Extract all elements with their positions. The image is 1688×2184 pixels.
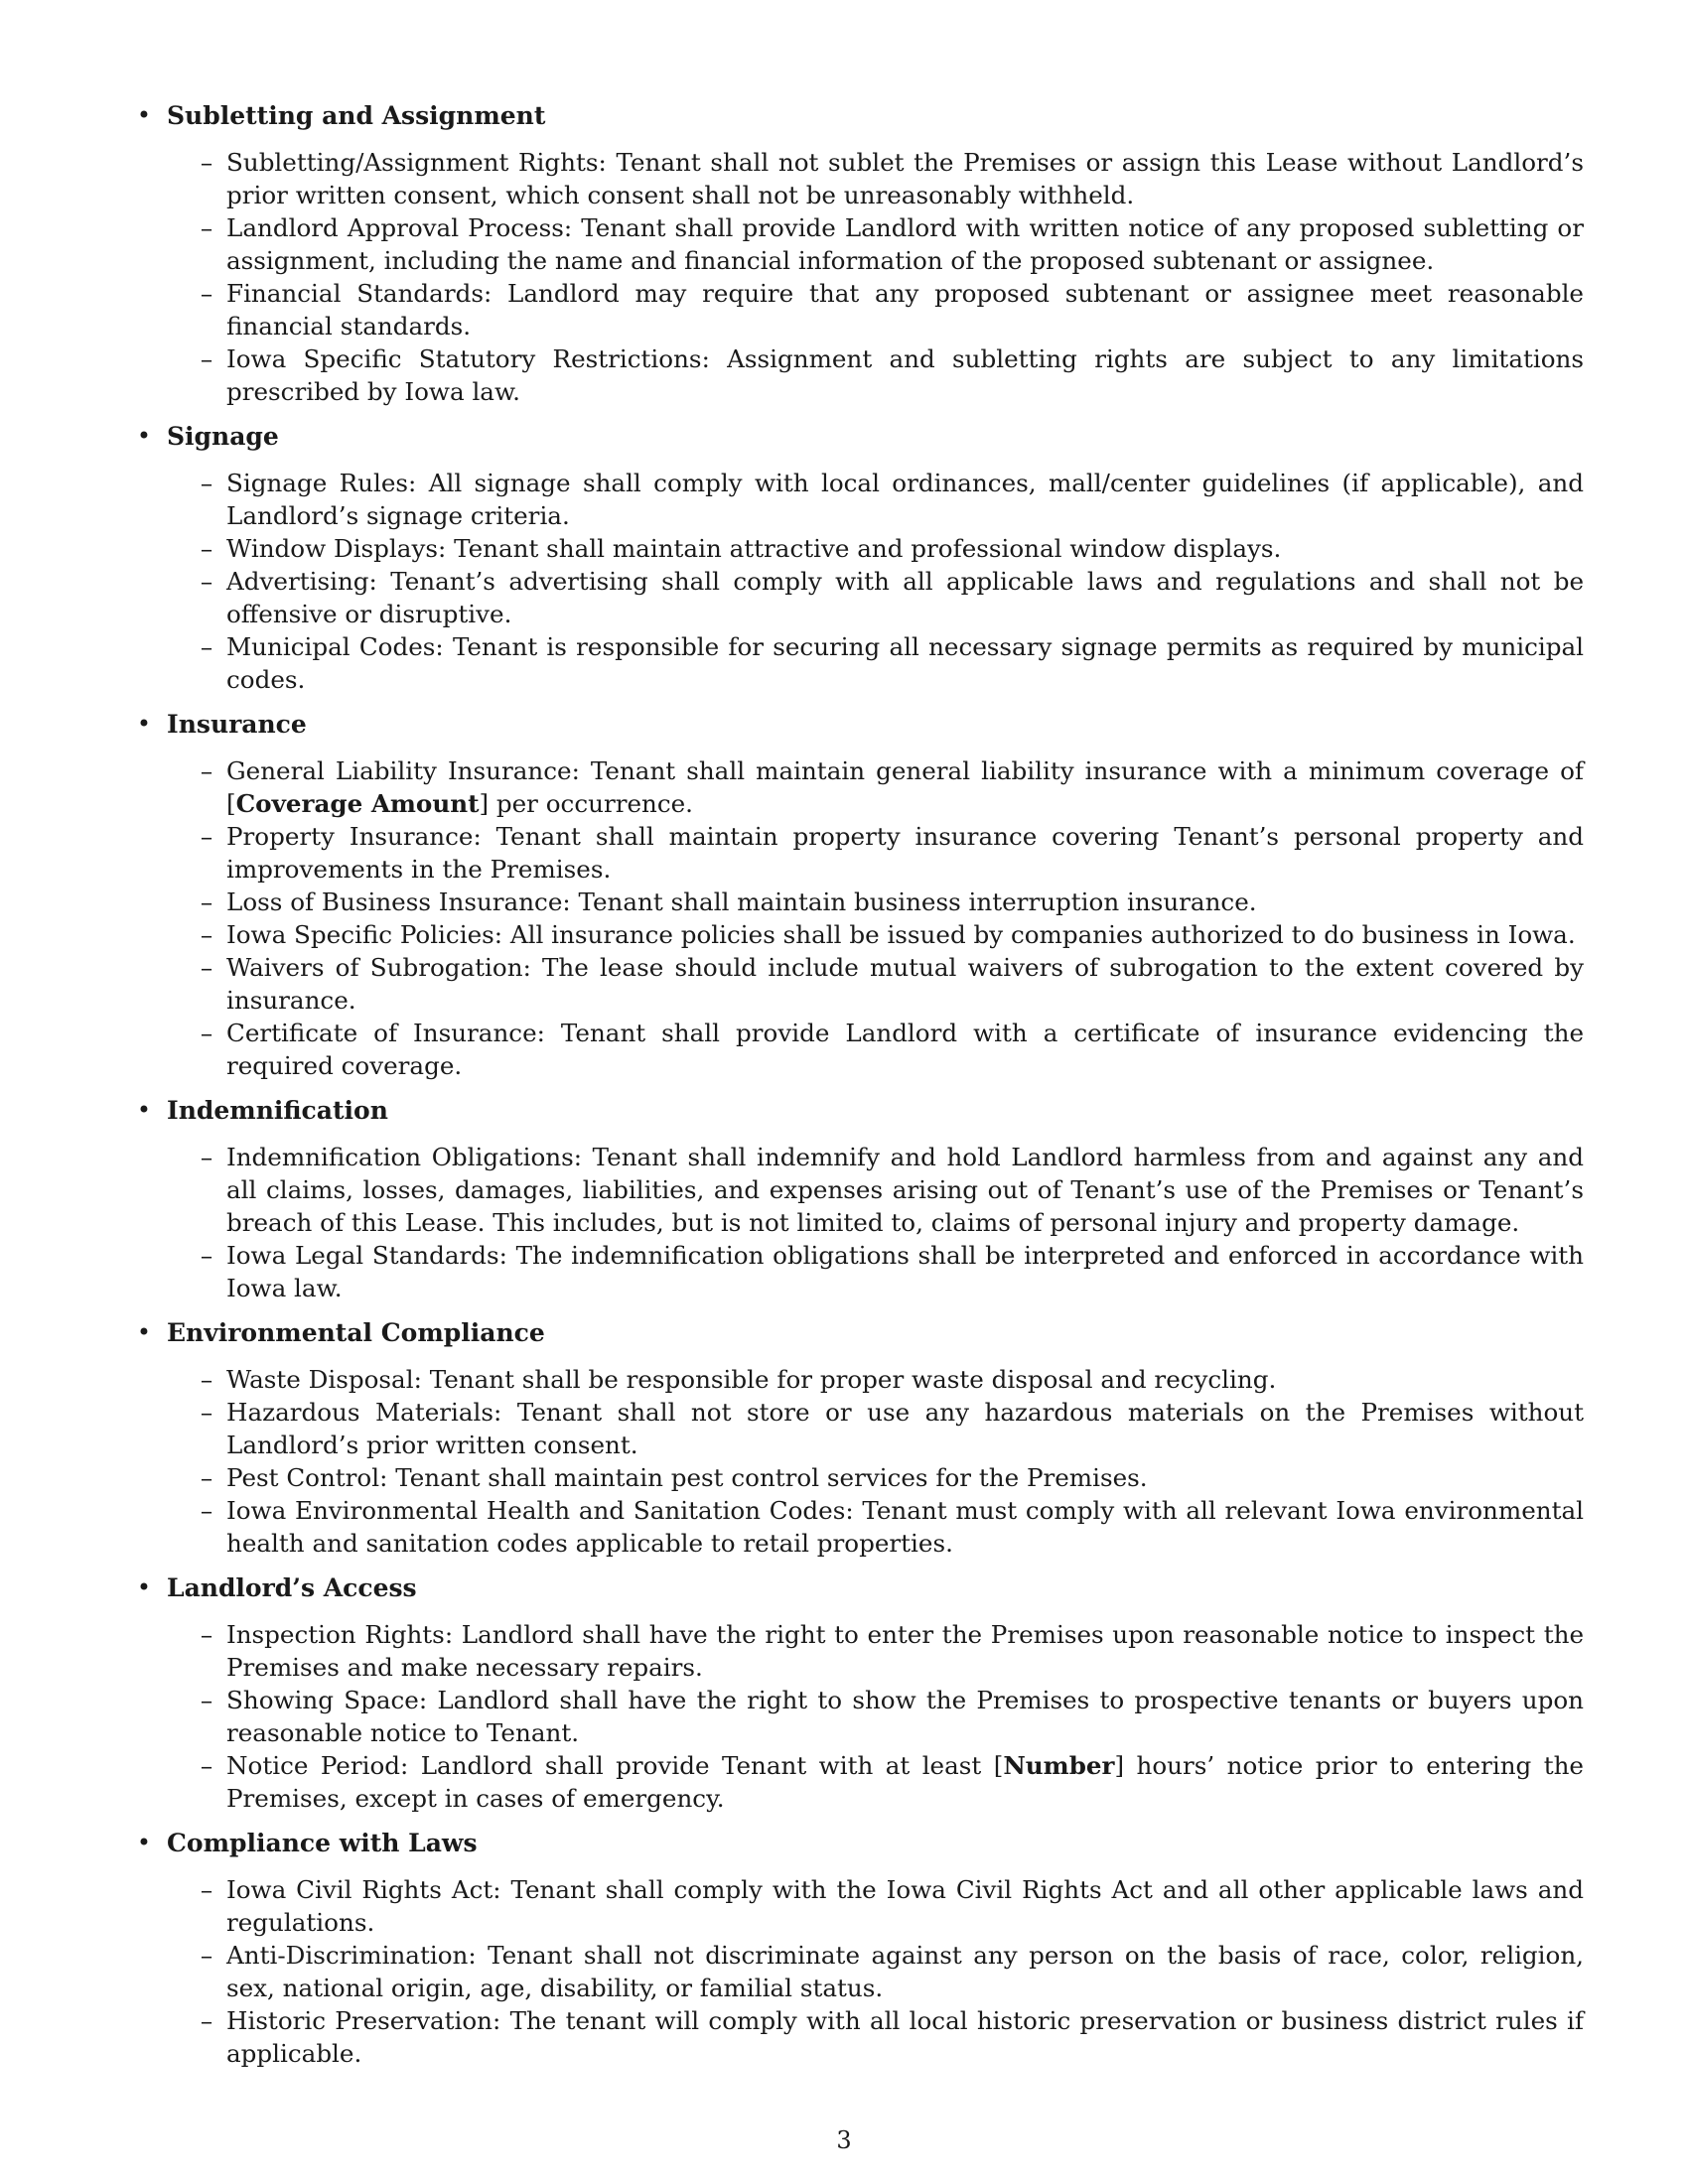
list-item: [200, 820, 1584, 886]
dash-icon: –: [200, 822, 213, 851]
item-label: Signage Rules :: [226, 469, 429, 497]
item-list: [0, 754, 1688, 1082]
dash-icon: –: [200, 1143, 213, 1171]
item-label: Landlord Approval Process :: [226, 213, 581, 242]
bullet-icon: •: [136, 101, 152, 129]
dash-icon: –: [200, 1751, 213, 1780]
item-label: Subletting/Assignment Rights :: [226, 148, 616, 177]
item-text-after: ] per occurrence.: [479, 789, 694, 818]
list-item: [200, 1363, 1584, 1396]
item-text: Tenant shall indemnify and hold Landlord harmless from and against any and all claims, losses, damages, liabilities, and expenses arising out of Tenant’s use of the Premises or Tenant’s breach of this Lease. This includes, but is not limited to, claims of personal injury and property damage.: [226, 1143, 1585, 1237]
dash-icon: –: [200, 953, 213, 982]
section-compliance-with-laws: [0, 1827, 1688, 2070]
list-item: [200, 2004, 1584, 2070]
list-item: [200, 630, 1585, 696]
section-subletting-assignment: [0, 99, 1688, 408]
item-list: [0, 467, 1688, 696]
item-text: Tenant shall maintain attractive and professional window displays.: [454, 534, 1282, 563]
item-label: Hazardous Materials :: [226, 1398, 517, 1427]
item-text: Tenant shall not store or use any hazardous materials on the Premises without Landlord’s prior written consent.: [226, 1398, 1584, 1459]
list-item: [200, 146, 1584, 211]
item-text: Landlord shall have the right to enter the Premises upon reasonable notice to inspect the Premises and make necessary repairs.: [226, 1620, 1585, 1682]
item-label: Property Insurance :: [226, 822, 496, 851]
item-text: Landlord shall have the right to show the Premises to prospective tenants or buyers upon reasonable notice to Tenant.: [226, 1686, 1584, 1747]
coverage-amount-placeholder: Coverage Amount: [235, 789, 480, 818]
item-label: Waste Disposal :: [226, 1365, 430, 1394]
item-label: Financial Standards :: [226, 279, 507, 308]
section-landlords-access: [0, 1571, 1688, 1815]
bullet-icon: •: [136, 1829, 152, 1856]
item-text: Landlord may require that any proposed subtenant or assignee meet reasonable financial standards.: [226, 279, 1584, 341]
item-text: Landlord shall provide Tenant with at least [: [420, 1751, 1004, 1780]
item-text-after: ] hours’ notice prior to entering the Premises, except in cases of emergency.: [226, 1751, 1584, 1813]
list-item: [200, 1873, 1584, 1939]
dash-icon: –: [200, 1463, 213, 1492]
section-title: Environmental Compliance: [167, 1318, 545, 1347]
item-label: Historic Preservation :: [226, 2006, 510, 2035]
list-item: [200, 1461, 1584, 1494]
list-item: [200, 532, 1584, 565]
bullet-icon: •: [136, 710, 152, 738]
list-item: [200, 1239, 1584, 1304]
dash-icon: –: [200, 1620, 213, 1649]
section-signage: [0, 420, 1688, 696]
item-label: Indemnification Obligations :: [226, 1143, 593, 1171]
lease-sections: [0, 99, 1688, 2070]
dash-icon: –: [200, 920, 213, 949]
dash-icon: –: [200, 213, 213, 242]
item-text: Tenant shall maintain property insurance covering Tenant’s personal property and improvements in the Premises.: [226, 822, 1584, 884]
dash-icon: –: [200, 279, 213, 308]
item-label: Waivers of Subrogation :: [226, 953, 542, 982]
item-text: All signage shall comply with local ordinances, mall/center guidelines (if applicable), and Landlord’s signage criteria.: [226, 469, 1584, 530]
item-label: Pest Control :: [226, 1463, 395, 1492]
dash-icon: –: [200, 1019, 213, 1047]
list-item: [200, 277, 1584, 342]
section-title: Compliance with Laws: [167, 1829, 478, 1857]
section-environmental-compliance: [0, 1316, 1688, 1560]
dash-icon: –: [200, 756, 213, 785]
item-label: Notice Period :: [226, 1751, 421, 1780]
list-item: [200, 1939, 1585, 2004]
list-item: [200, 342, 1584, 408]
list-item: [200, 886, 1584, 918]
item-label: Iowa Civil Rights Act :: [226, 1875, 511, 1904]
list-item: [200, 467, 1584, 532]
section-title: Signage: [167, 422, 279, 451]
page-number: 3: [836, 2126, 852, 2154]
dash-icon: –: [200, 1941, 213, 1970]
list-item: [200, 1494, 1584, 1560]
list-item: [200, 951, 1584, 1017]
list-item: [200, 1396, 1584, 1461]
item-text: Tenant’s advertising shall comply with all applicable laws and regulations and shall not be offensive or disruptive.: [226, 567, 1585, 628]
item-text: Tenant shall provide Landlord with written notice of any proposed subletting or assignment, including the name and financial information of the proposed subtenant or assignee.: [226, 213, 1584, 275]
item-text: Tenant shall comply with the Iowa Civil Rights Act and all other applicable laws and regulations.: [226, 1875, 1584, 1937]
item-text: Tenant shall provide Landlord with a certificate of insurance evidencing the required coverage.: [226, 1019, 1585, 1080]
item-label: Advertising :: [226, 567, 390, 596]
item-label: Anti-Discrimination :: [226, 1941, 488, 1970]
list-item: [200, 918, 1584, 951]
bullet-icon: •: [136, 1573, 152, 1601]
item-label: General Liability Insurance :: [226, 756, 591, 785]
dash-icon: –: [200, 632, 213, 661]
item-label: Certificate of Insurance :: [226, 1019, 561, 1047]
section-insurance: [0, 708, 1688, 1082]
item-label: Iowa Specific Policies :: [226, 920, 510, 949]
item-label: Iowa Environmental Health and Sanitation Codes :: [226, 1496, 862, 1525]
list-item: [200, 754, 1584, 820]
dash-icon: –: [200, 1365, 213, 1394]
item-text: The indemnification obligations shall be interpreted and enforced in accordance with Iowa law.: [226, 1241, 1584, 1302]
list-item: [200, 1618, 1585, 1684]
item-label: Inspection Rights :: [226, 1620, 462, 1649]
item-text: Tenant shall not discriminate against any person on the basis of race, color, religion, sex, national origin, age, disability, or familial status.: [226, 1941, 1585, 2002]
item-text: Tenant shall maintain pest control services for the Premises.: [395, 1463, 1148, 1492]
item-label: Iowa Legal Standards :: [226, 1241, 516, 1270]
item-text: Tenant must comply with all relevant Iowa environmental health and sanitation codes applicable to retail properties.: [226, 1496, 1584, 1558]
list-item: [200, 1684, 1584, 1749]
dash-icon: –: [200, 567, 213, 596]
item-text: The lease should include mutual waivers of subrogation to the extent covered by insurance.: [226, 953, 1584, 1015]
item-list: [0, 1873, 1688, 2070]
dash-icon: –: [200, 469, 213, 497]
list-item: [200, 565, 1585, 630]
item-list: [0, 1141, 1688, 1304]
item-text: Tenant shall be responsible for proper waste disposal and recycling.: [429, 1365, 1277, 1394]
bullet-icon: •: [136, 1318, 152, 1346]
section-title: Indemnification: [167, 1096, 388, 1125]
section-title: Subletting and Assignment: [167, 101, 546, 130]
dash-icon: –: [200, 1496, 213, 1525]
item-text: Tenant is responsible for securing all necessary signage permits as required by municipal codes.: [226, 632, 1585, 694]
item-label: Window Displays :: [226, 534, 454, 563]
dash-icon: –: [200, 2006, 213, 2035]
list-item: [200, 1017, 1585, 1082]
section-title: Insurance: [167, 710, 307, 739]
dash-icon: –: [200, 1875, 213, 1904]
dash-icon: –: [200, 1241, 213, 1270]
item-list: [0, 1363, 1688, 1560]
item-text: The tenant will comply with all local historic preservation or business district rules if applicable.: [226, 2006, 1584, 2068]
item-text: Tenant shall not sublet the Premises or assign this Lease without Landlord’s prior written consent, which consent shall not be unreasonably withheld.: [226, 148, 1584, 209]
list-item: [200, 1141, 1585, 1239]
item-list: [0, 146, 1688, 408]
dash-icon: –: [200, 887, 213, 916]
bullet-icon: •: [136, 422, 152, 450]
dash-icon: –: [200, 344, 213, 373]
item-label: Loss of Business Insurance :: [226, 887, 579, 916]
dash-icon: –: [200, 148, 213, 177]
dash-icon: –: [200, 534, 213, 563]
item-label: Iowa Specific Statutory Restrictions :: [226, 344, 727, 373]
item-text: All insurance policies shall be issued by companies authorized to do business in Iowa.: [509, 920, 1576, 949]
item-text: Assignment and subletting rights are subject to any limitations prescribed by Iowa law.: [226, 344, 1584, 406]
dash-icon: –: [200, 1398, 213, 1427]
item-text: Tenant shall maintain business interruption insurance.: [578, 887, 1257, 916]
section-indemnification: [0, 1094, 1688, 1304]
item-label: Showing Space :: [226, 1686, 437, 1714]
bullet-icon: •: [136, 1096, 152, 1124]
item-text: Tenant shall maintain general liability insurance with a minimum coverage of [: [226, 756, 1584, 818]
list-item: [200, 1749, 1584, 1815]
item-label: Municipal Codes :: [226, 632, 453, 661]
item-list: [0, 1618, 1688, 1815]
dash-icon: –: [200, 1686, 213, 1714]
list-item: [200, 211, 1584, 277]
section-title: Landlord’s Access: [167, 1573, 417, 1602]
notice-number-placeholder: Number: [1003, 1751, 1115, 1780]
